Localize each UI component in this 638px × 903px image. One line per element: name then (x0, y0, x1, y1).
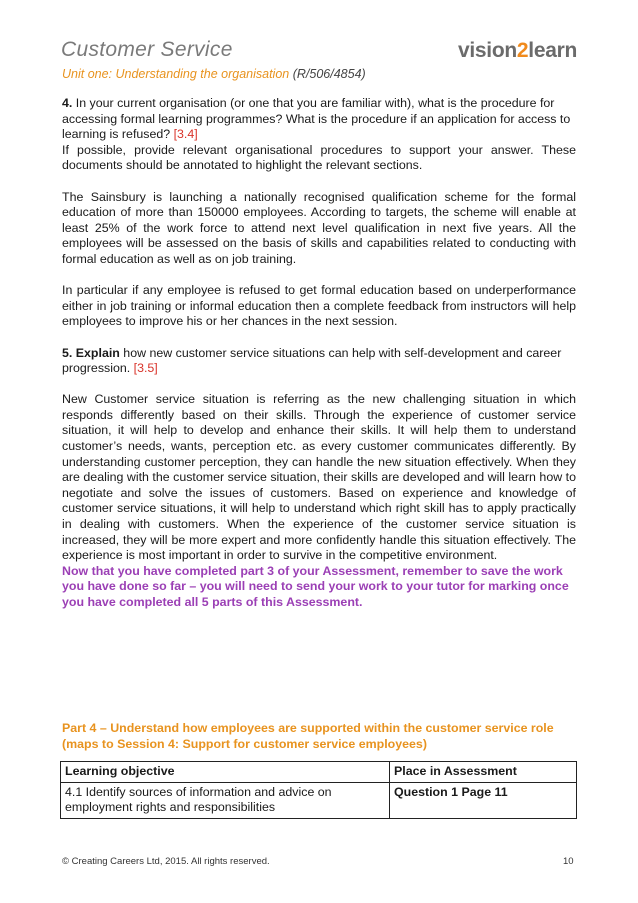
question-4-ref: [3.4] (173, 127, 198, 142)
answer-5: New Customer service situation is referring as the new challenging situation in which responds differently based on their skills. Through the experience of customer service situation, it will help to develop and enhance their skills. It will help them to understand customer’s needs, wants, perception etc. as every customer communicates differently. By understanding customer perception, they can handle the new situation effectively. When they are dealing with the customer service situation, their skills are developed and will learn how to negotiate and solve the issues of customers. Based on experience and knowledge of customer service situations, it will help to understand which right skill has to apply practically in dealing with customers. When the experience of the customer service situation is increased, they will be more expert and more confidently handle this situation effectively. The experience is most important in order to survive in the competitive environment. (62, 392, 576, 563)
document-title: Customer Service (61, 38, 233, 61)
question-4: 4. In your current organisation (or one that you are familiar with), what is the procedure for accessing formal learning programmes? What is the procedure if an application for access to learning is refused? [3.4] (62, 96, 571, 142)
table-header-row (61, 762, 577, 783)
main-content (62, 96, 576, 611)
table-row (61, 782, 577, 818)
save-notice: Now that you have completed part 3 of your Assessment, remember to save the work you have done so far – you will need to send your work to your tutor for marking once you have completed all 5 parts of this Assessment. (62, 563, 569, 609)
question-5-ref: [3.5] (133, 361, 158, 376)
question-5: 5. Explain how new customer service situations can help with self-development and career progression. [3.5] (62, 345, 562, 376)
table-cell: 4.1 Identify sources of information and advice on employment rights and responsibilities (61, 782, 390, 818)
unit-code: (R/506/4854) (292, 67, 366, 81)
answer-4-paragraph-2: In particular if any employee is refused to get formal education based on underperformance either in job training or informal education then a complete feedback from instructors will help employees to improve his or her chances in the next session. (62, 283, 576, 329)
part-4-heading: Part 4 – Understand how employees are supported within the customer service role (maps to Session 4: Support for customer service employees) (62, 721, 554, 751)
page-number: 10 (563, 856, 574, 867)
learning-objectives-table (60, 761, 577, 819)
unit-name: Unit one: Understanding the organisation (62, 67, 290, 81)
vision2learn-logo: vision2learn (458, 39, 577, 62)
table-cell: Question 1 Page 11 (390, 782, 577, 818)
unit-subtitle (62, 67, 366, 81)
footer-copyright: © Creating Careers Ltd, 2015. All rights reserved. (62, 856, 270, 867)
table-header-cell: Learning objective (61, 762, 390, 783)
table-header-cell: Place in Assessment (390, 762, 577, 783)
answer-4-paragraph-1: The Sainsbury is launching a nationally recognised qualification scheme for the formal education of more than 150000 employees. According to targets, the scheme will enable at least 25% of the work force to attend next level qualification in next five years. All the employees will be assessed on the basis of skills and capabilities related to conducting with formal education as well as on job training. (62, 189, 576, 266)
question-4-instruction: If possible, provide relevant organisational procedures to support your answer. These documents should be annotated to highlight the relevant sections. (62, 142, 576, 173)
